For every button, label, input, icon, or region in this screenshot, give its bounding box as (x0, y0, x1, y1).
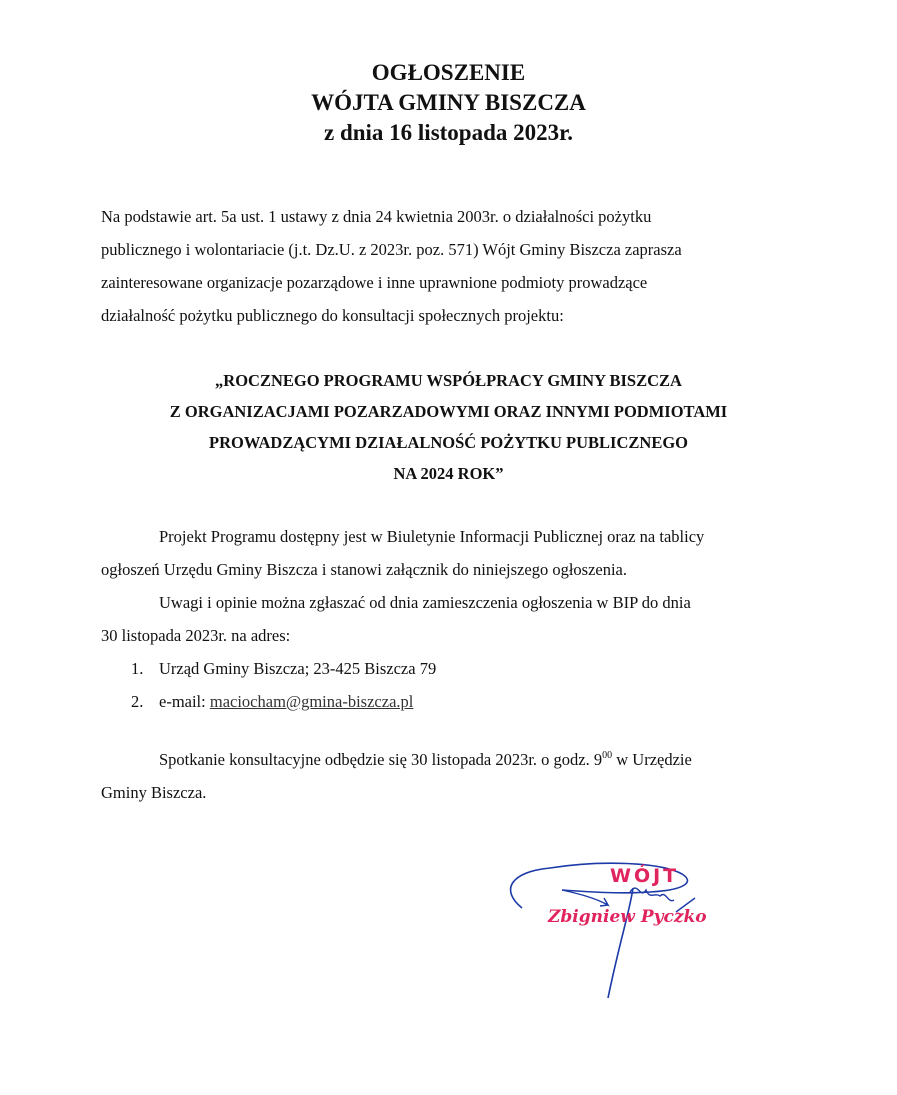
program-title-line: NA 2024 ROK” (393, 464, 504, 483)
paragraph-comments: Uwagi i opinie można zgłaszać od dnia zamieszczenia ogłoszenia w BIP do dnia (159, 593, 691, 612)
heading-issuer: WÓJTA GMINY BISZCZA (311, 90, 586, 115)
stamp-title: WÓJT (610, 865, 680, 887)
intro-line: zainteresowane organizacje pozarządowe i inne uprawnione podmioty prowadzące (101, 273, 648, 292)
signature-stroke (608, 888, 633, 998)
meeting-time-minutes: 00 (602, 750, 613, 761)
paragraph-comments-cont: 30 listopada 2023r. na adres: (101, 626, 291, 645)
list-item-address: Urząd Gminy Biszcza; 23-425 Biszcza 79 (159, 659, 437, 678)
intro-line: Na podstawie art. 5a ust. 1 ustawy z dnia 24 kwietnia 2003r. o działalności pożytku (101, 207, 652, 226)
stamp-name: Zbigniew Pyczko (548, 907, 707, 927)
paragraph-meeting (159, 750, 692, 770)
signature-graphic (490, 850, 730, 1010)
list-item-number: 2. (131, 692, 144, 711)
list-item-email (159, 692, 413, 712)
heading-date: z dnia 16 listopada 2023r. (323, 120, 573, 145)
meeting-text: Spotkanie konsultacyjne odbędzie się 30 listopada 2023r. o godz. 9 (159, 750, 603, 769)
signature-stamp (490, 850, 730, 1010)
paragraph-availability-cont: ogłoszeń Urzędu Gminy Biszcza i stanowi załącznik do niniejszego ogłoszenia. (101, 560, 628, 579)
intro-line: publicznego i wolontariacie (j.t. Dz.U. z 2023r. poz. 571) Wójt Gminy Biszcza zaprasza (101, 240, 682, 259)
program-title-line: „ROCZNEGO PROGRAMU WSPÓŁPRACY GMINY BISZCZA (215, 371, 682, 390)
meeting-text-end: w Urzędzie (612, 750, 692, 769)
paragraph-meeting-cont: Gminy Biszcza. (101, 783, 207, 802)
program-title-line: PROWADZĄCYMI DZIAŁALNOŚĆ POŻYTKU PUBLICZNEGO (208, 433, 688, 452)
email-link[interactable]: maciocham@gmina-biszcza.pl (209, 692, 414, 711)
intro-line: działalność pożytku publicznego do konsultacji społecznych projektu: (101, 306, 564, 325)
heading-announcement: OGŁOSZENIE (371, 60, 526, 85)
list-item-number: 1. (131, 659, 144, 678)
paragraph-availability: Projekt Programu dostępny jest w Biuletynie Informacji Publicznej oraz na tablicy (159, 527, 705, 546)
program-title-line: Z ORGANIZACJAMI POZARZADOWYMI ORAZ INNYMI PODMIOTAMI (169, 402, 728, 421)
email-label: e-mail: (159, 692, 210, 711)
